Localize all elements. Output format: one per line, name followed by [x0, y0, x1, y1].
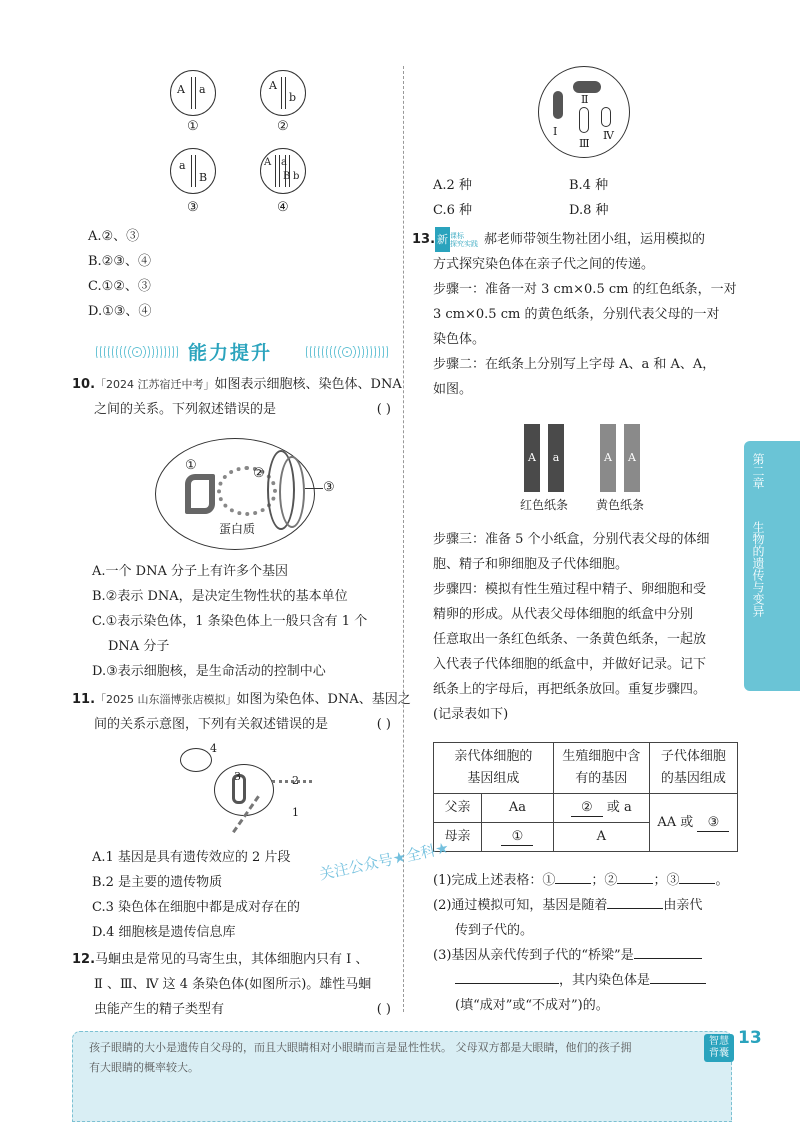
option-b[interactable]: B.4 种: [569, 178, 609, 193]
q13-answers: [433, 868, 738, 1018]
cell-figure-4: [260, 148, 306, 194]
option-c[interactable]: C.6 种: [433, 203, 473, 218]
gene-label: a: [281, 157, 287, 168]
gene-label: b: [289, 91, 297, 104]
question-number: 13.: [412, 232, 436, 247]
answer-text: (1)完成上述表格：①: [433, 873, 556, 888]
cell-figure-2: [260, 70, 306, 116]
footer-tip: [72, 1031, 732, 1122]
answer-blank[interactable]: [650, 983, 706, 984]
roman-4: Ⅳ: [603, 129, 614, 142]
ascaris-cell-figure: [538, 66, 630, 158]
answer-paren[interactable]: ( ): [376, 402, 391, 417]
option-c[interactable]: C.①②、③: [88, 279, 151, 294]
gene-label: a: [199, 83, 206, 96]
label-4: 4: [210, 742, 217, 755]
red-strip: A: [524, 424, 540, 492]
question-number: 12.: [72, 952, 96, 967]
new-badge: 新: [435, 227, 450, 252]
table-cell: 父亲: [434, 794, 482, 823]
chapter-label: 第二章: [751, 453, 765, 489]
yellow-strip: A: [600, 424, 616, 492]
chapter-side-tab[interactable]: [744, 441, 800, 691]
watermark: 关注公众号★全科★: [317, 838, 451, 884]
q9-options: [88, 224, 151, 324]
table-header: 基因组成: [467, 771, 520, 786]
badge-text: 探究实践: [450, 239, 479, 248]
gene-label: A: [177, 83, 185, 96]
chromosome-figure: [180, 740, 330, 840]
roman-1: Ⅰ: [553, 125, 558, 138]
option-c[interactable]: C.3 染色体在细胞中都是成对存在的: [92, 900, 301, 915]
option-c-cont: DNA 分子: [108, 639, 170, 654]
option-a[interactable]: A.②、③: [88, 229, 140, 244]
table-header: 的基因组成: [660, 771, 726, 786]
answer-text: 传到子代的。: [455, 923, 534, 938]
gene-label: b: [293, 171, 300, 182]
cell-figures: [160, 66, 340, 226]
answer-blank[interactable]: [617, 883, 653, 884]
question-text: 之间的关系。下列叙述错误的是: [94, 402, 277, 417]
roman-2: Ⅱ: [581, 93, 589, 106]
label-3: 3: [234, 770, 241, 783]
question-text: 间的关系示意图，下列有关叙述错误的是: [94, 717, 329, 732]
answer-text: (2)通过模拟可知，基因是随着: [433, 898, 608, 913]
answer-blank[interactable]: [455, 983, 559, 984]
answer-blank[interactable]: [607, 908, 663, 909]
question-text: 郝老师带领生物社团小组，运用模拟的: [484, 232, 706, 247]
question-text: 如图表示细胞核、染色体、DNA: [214, 377, 402, 392]
protein-label: 蛋白质: [219, 522, 256, 536]
question-13: [412, 227, 737, 402]
cell-figure-3: [170, 148, 216, 194]
label-2: ②: [253, 466, 265, 481]
label-1: 1: [292, 806, 299, 819]
option-b[interactable]: B.2 是主要的遗传物质: [92, 875, 223, 890]
option-b[interactable]: B.②表示 DNA，是决定生物性状的基本单位: [92, 589, 348, 604]
question-number: 10.: [72, 377, 96, 392]
section-header: [96, 338, 390, 366]
answer-text: ；②: [591, 873, 618, 888]
q12-options: [433, 173, 733, 223]
table-row: [434, 794, 738, 823]
question-text: 方式探究染色体在亲子代之间的传递。: [433, 257, 655, 272]
answer-text: 。: [715, 873, 729, 888]
step-3: 胞、精子和卵细胞及子代体细胞。: [433, 557, 629, 572]
option-b[interactable]: B.②③、④: [88, 254, 151, 269]
question-text: 虫能产生的精子类型有: [94, 1002, 225, 1017]
step-4: 精卵的形成。从代表父母体细胞的纸盒中分别: [433, 607, 694, 622]
figure-label: ③: [187, 200, 199, 215]
gene-label: B: [283, 171, 291, 182]
option-c[interactable]: C.①表示染色体，1 条染色体上一般只含有 1 个: [92, 614, 368, 629]
figure-label: ④: [277, 200, 289, 215]
step-4: 任意取出一条红色纸条、一条黄色纸条，一起放: [433, 632, 707, 647]
question-number: 11.: [72, 692, 96, 707]
gene-label: a: [179, 159, 186, 172]
answer-text: (填“成对”或“不成对”)的。: [455, 998, 609, 1013]
answer-blank-1[interactable]: ①: [501, 829, 533, 846]
step-2: 步骤二：在纸条上分别写上字母 A、a 和 A、A，: [433, 357, 716, 372]
q10-options: [92, 559, 402, 684]
step-4: 入代表子代体细胞的纸盒中，并做好记录。记下: [433, 657, 707, 672]
option-a[interactable]: A.一个 DNA 分子上有许多个基因: [92, 564, 288, 579]
label-1: ①: [185, 458, 197, 473]
answer-text: ，其内染色体是: [559, 973, 651, 988]
table-header: 生殖细胞中含: [562, 749, 641, 764]
answer-blank[interactable]: [555, 883, 591, 884]
step-4: 步骤四：模拟有性生殖过程中精子、卵细胞和受: [433, 582, 707, 597]
answer-paren[interactable]: ( ): [376, 717, 391, 732]
answer-blank[interactable]: [634, 958, 702, 959]
option-a[interactable]: A.1 基因是具有遗传效应的 2 片段: [92, 850, 291, 865]
table-cell: Aa: [482, 794, 554, 823]
tip-text: 有大眼睛的概率较大。: [89, 1061, 199, 1074]
tip-text: 孩子眼睛的大小是遗传自父母的，而且大眼睛相对小眼睛而言是显性性状。 父母双方都是大眼睛，他们的孩子拥: [89, 1041, 632, 1054]
step-2: 如图。: [433, 382, 473, 397]
chapter-title: 生物的遗传与变异: [751, 521, 765, 617]
table-cell: 或 a: [606, 800, 632, 815]
badge-text: 课标: [450, 231, 465, 240]
gene-label: B: [199, 171, 208, 184]
table-header-row: [434, 743, 738, 794]
option-d[interactable]: D.①③、④: [88, 304, 152, 319]
answer-text: (3)基因从亲代传到子代的“桥梁”是: [433, 948, 634, 963]
yellow-strip: A: [624, 424, 640, 492]
step-3: 步骤三：准备 5 个小纸盒，分别代表父母的体细: [433, 532, 710, 547]
answer-blank[interactable]: [679, 883, 715, 884]
step-1: 3 cm×0.5 cm 的黄色纸条，分别代表父母的一对: [433, 307, 720, 322]
option-d[interactable]: D.8 种: [569, 203, 609, 218]
step-4: 纸条上的字母后，再把纸条放回。重复步骤四。: [433, 682, 707, 697]
table-header: 亲代体细胞的: [454, 749, 533, 764]
source-tag: 「2024 江苏宿迁中考」: [95, 378, 215, 391]
nucleus-figure: [155, 438, 355, 550]
table-header: 子代体细胞: [660, 749, 726, 764]
answer-paren[interactable]: ( ): [376, 1002, 391, 1017]
figure-label: ②: [277, 119, 289, 134]
wisdom-badge: 智慧背囊: [704, 1034, 734, 1062]
record-table: [433, 742, 738, 852]
red-strip: a: [548, 424, 564, 492]
table-cell: A: [553, 823, 649, 852]
question-text: Ⅱ 、Ⅲ、Ⅳ 这 4 条染色体(如图所示)。雄性马蛔: [94, 977, 372, 992]
option-a[interactable]: A.2 种: [433, 178, 472, 193]
page-number: 13: [738, 1028, 762, 1048]
source-tag: 「2025 山东淄博张店模拟」: [95, 693, 237, 706]
answer-blank-3[interactable]: ③: [697, 815, 729, 832]
answer-text: 由亲代: [663, 898, 703, 913]
section-title: 能力提升: [188, 342, 273, 364]
question-11: [72, 687, 411, 737]
cell-figure-1: [170, 70, 216, 116]
q13-steps: [433, 527, 733, 727]
gene-label: A: [264, 157, 272, 168]
table-header: 有的基因: [575, 771, 628, 786]
answer-text: ；③: [653, 873, 680, 888]
table-cell: AA 或: [657, 814, 694, 830]
step-1: 染色体。: [433, 332, 486, 347]
question-10: [72, 372, 402, 422]
label-2: 2: [292, 774, 299, 787]
question-text: 马蛔虫是常见的马寄生虫，其体细胞内只有 Ⅰ 、: [95, 952, 369, 967]
roman-3: Ⅲ: [579, 137, 590, 150]
step-1: 步骤一：准备一对 3 cm×0.5 cm 的红色纸条，一对: [433, 282, 737, 297]
record-note: (记录表如下): [433, 707, 509, 722]
red-strip-label: 红色纸条: [520, 498, 569, 512]
question-text: 如图为染色体、DNA、基因之: [236, 692, 411, 707]
question-12: [72, 947, 397, 1022]
table-cell: 母亲: [434, 823, 482, 852]
option-d[interactable]: D.③表示细胞核，是生命活动的控制中心: [92, 664, 326, 679]
yellow-strip-label: 黄色纸条: [596, 498, 645, 512]
option-d[interactable]: D.4 细胞核是遗传信息库: [92, 925, 236, 940]
gene-label: A: [269, 79, 277, 92]
label-3: ③: [323, 480, 335, 495]
column-divider: [403, 66, 404, 1012]
figure-label: ①: [187, 119, 199, 134]
answer-blank-2[interactable]: ②: [571, 800, 603, 817]
paper-strips-figure: [520, 424, 660, 514]
